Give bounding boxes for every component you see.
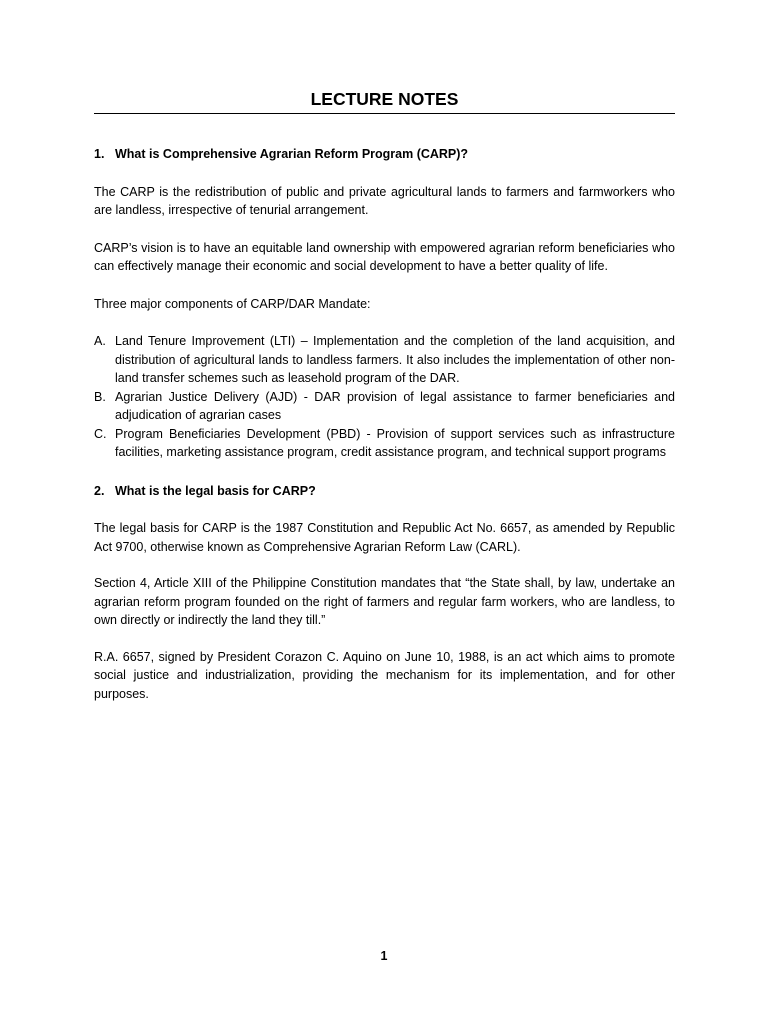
list-item-text: Program Beneficiaries Development (PBD) - Provision of support services such as infrastructure facilities, marketing assistance program, credit assistance program, and technical support programs [115, 426, 675, 459]
title-underline [94, 113, 675, 114]
components-list [94, 332, 675, 462]
carp-definition-paragraph: The CARP is the redistribution of public and private agricultural lands to farmers and farmworkers who are landless, irrespective of tenurial arrangement. [94, 184, 675, 217]
list-item-letter: B. [94, 389, 106, 404]
list-item-text: Agrarian Justice Delivery (AJD) - DAR provision of legal assistance to farmer beneficiaries and adjudication of agrarian cases [115, 389, 675, 422]
document-body [94, 145, 675, 703]
legal-basis-paragraph: The legal basis for CARP is the 1987 Constitution and Republic Act No. 6657, as amended by Republic Act 9700, otherwise known as Comprehensive Agrarian Reform Law (CARL). [94, 521, 675, 554]
components-intro: Three major components of CARP/DAR Mandate: [94, 296, 371, 311]
section-1-number: 1. [94, 147, 105, 161]
constitution-paragraph: Section 4, Article XIII of the Philippine Constitution mandates that “the State shall, by law, undertake an agrarian reform program founded on the right of farmers and regular farm workers, who are landless, to own directly or indirectly the land they till.” [94, 576, 675, 627]
list-item [94, 425, 675, 462]
list-item-text: Land Tenure Improvement (LTI) – Implementation and the completion of the land acquisition, and distribution of agricultural lands to landless farmers. It also includes the implementation of other non-land transfer schemes such as leasehold program of the DAR. [115, 334, 675, 385]
section-1-title: What is Comprehensive Agrarian Reform Program (CARP)? [115, 147, 469, 161]
section-2-title: What is the legal basis for CARP? [115, 483, 316, 498]
carp-vision-paragraph: CARP’s vision is to have an equitable land ownership with empowered agrarian reform beneficiaries who can effectively manage their economic and social development to have a better quality of life. [94, 240, 675, 273]
page-title: LECTURE NOTES [310, 89, 459, 109]
list-item-letter: A. [94, 334, 106, 348]
list-item [94, 388, 675, 425]
section-2-heading [94, 482, 675, 501]
section-2-number: 2. [94, 483, 105, 498]
list-item [94, 332, 675, 388]
ra-6657-paragraph: R.A. 6657, signed by President Corazon C. Aquino on June 10, 1988, is an act which aims to promote social justice and industrialization, providing the mechanism for its implementation, and for other purposes. [94, 649, 675, 701]
section-1-heading [94, 145, 675, 164]
list-item-letter: C. [94, 426, 107, 441]
page-number: 1 [380, 949, 388, 963]
